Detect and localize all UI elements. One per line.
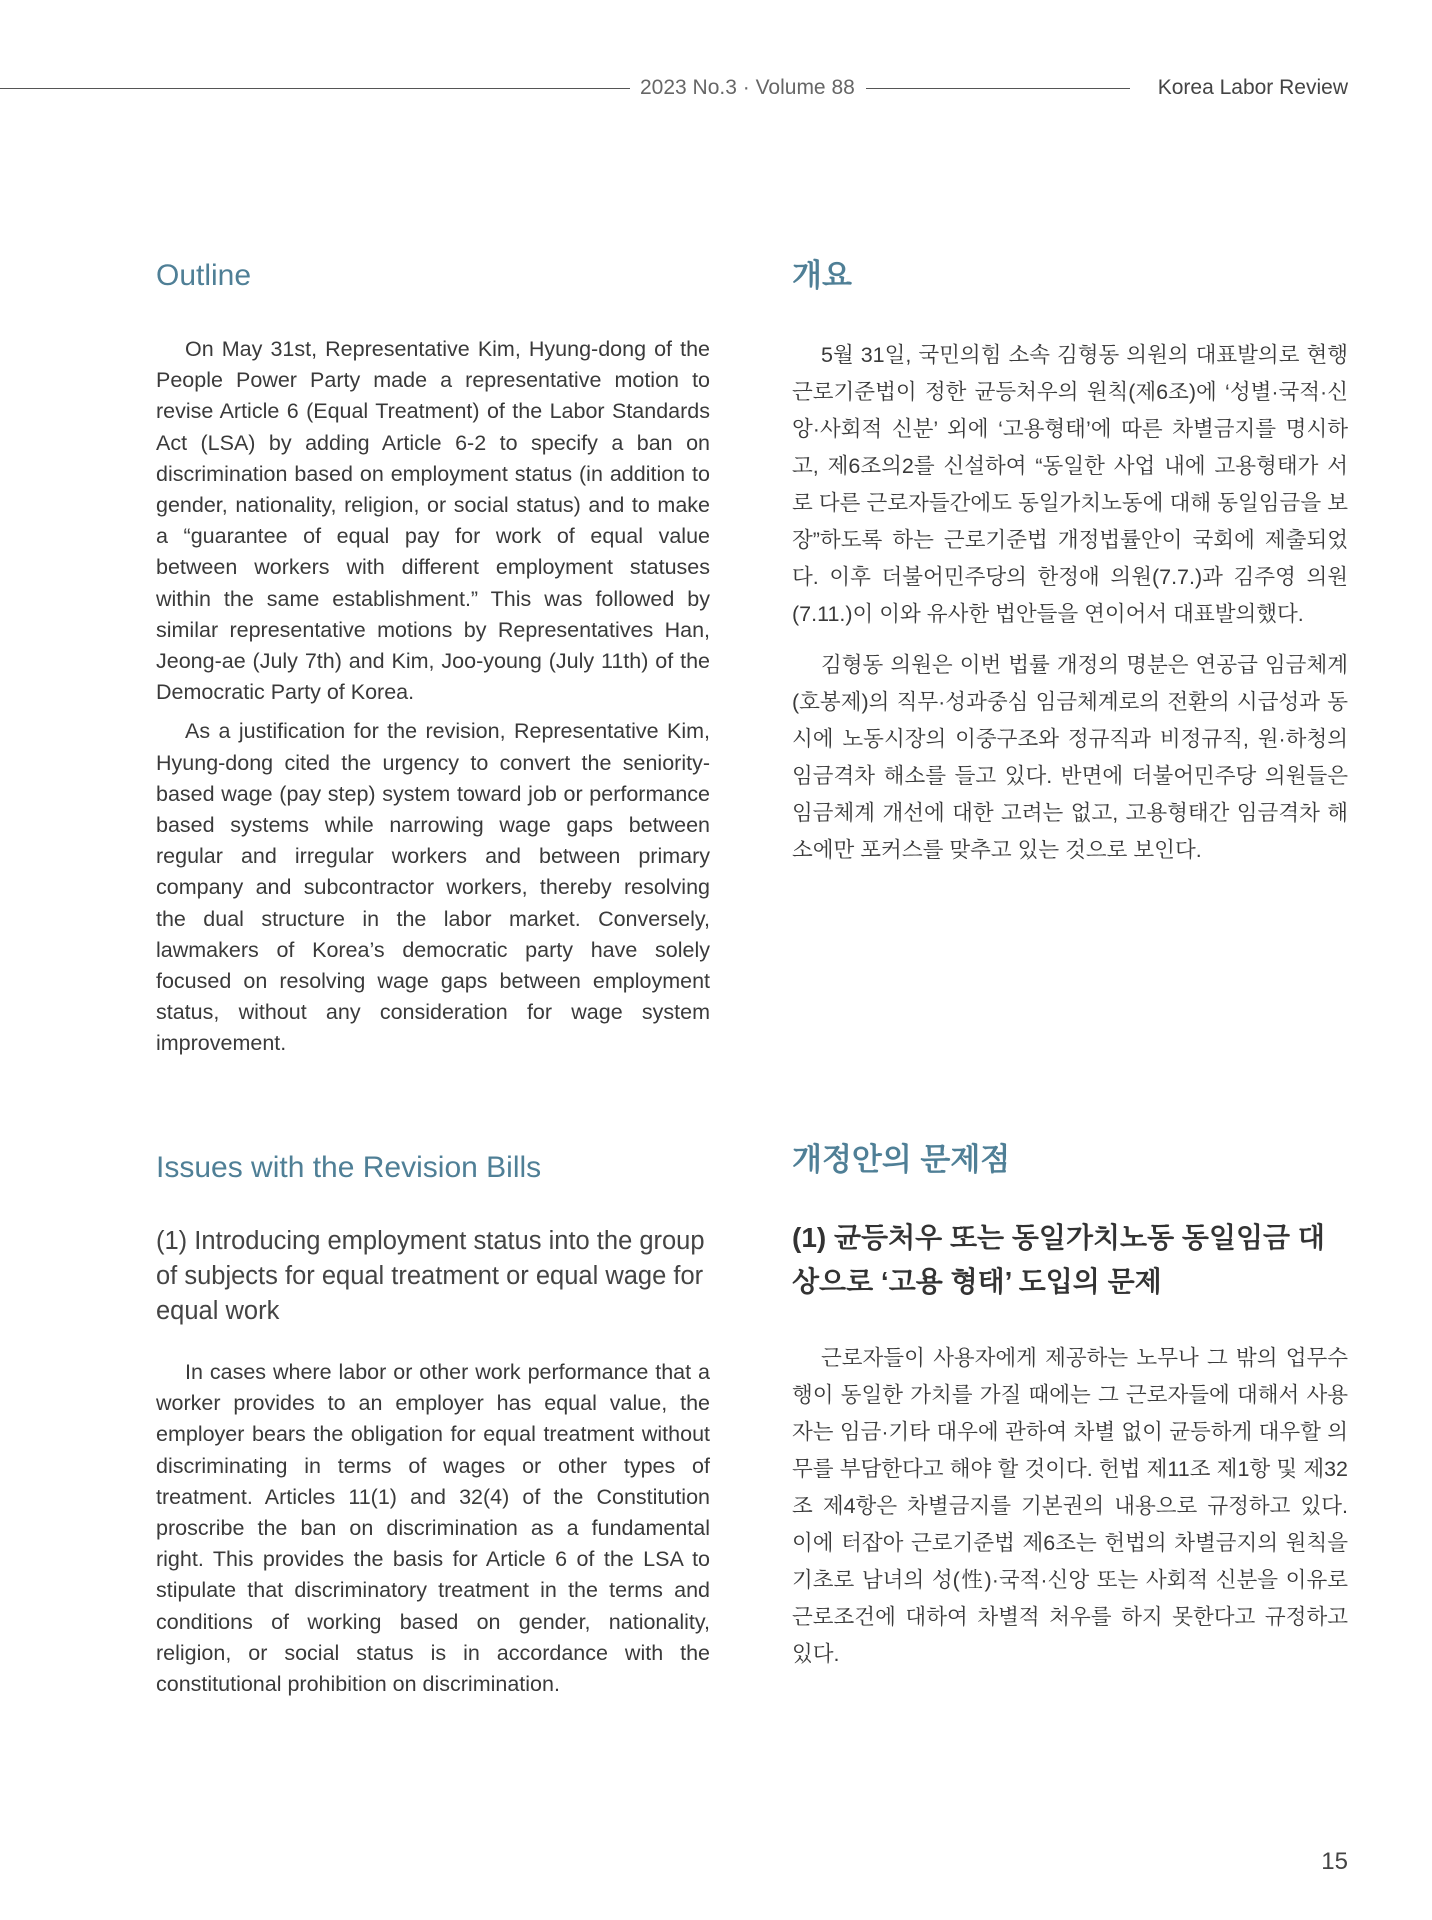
issues-subheading-ko: (1) 균등처우 또는 동일가치노동 동일임금 대상으로 ‘고용 형태’ 도입의 문제	[792, 1222, 1325, 1297]
outline-heading-ko: 개요	[792, 258, 852, 293]
outline-paragraph-ko: 김형동 의원은 이번 법률 개정의 명분은 연공급 임금체계(호봉제)의 직무·성과중심 임금체계로의 전환의 시급성과 동시에 노동시장의 이중구조와 정규직과 비정규직, 원·하청의 임금격차 해소를 들고 있다. 반면에 더불어민주당 의원들은 임금체계 개선에 대한 고려는 없고, 고용형태간 임금격차 해소에만 포커스를 맞추고 있는 것으로 보인다.	[792, 653, 1348, 862]
issues-subheading-en: (1) Introducing employment status into the group of subjects for equal treatment or equal wage for equal work	[156, 1227, 705, 1325]
journal-name: Korea Labor Review	[1157, 76, 1348, 99]
header-rule-middle	[866, 88, 1130, 89]
issues-heading-en: Issues with the Revision Bills	[156, 1151, 542, 1184]
issues-heading-ko: 개정안의 문제점	[792, 1142, 1011, 1177]
outline-korean-column	[792, 256, 1348, 883]
issues-paragraph-ko: 근로자들이 사용자에게 제공하는 노무나 그 밖의 업무수행이 동일한 가치를 가질 때에는 그 근로자들에 대해서 사용자는 임금·기타 대우에 관하여 차별 없이 균등하게 대우할 의무를 부담한다고 해야 할 것이다. 헌법 제11조 제1항 및 제32조 제4항은 차별금지를 기본권의 내용으로 규정하고 있다. 이에 터잡아 근로기준법 제6조는 헌법의 차별금지의 원칙을 기초로 남녀의 성(性)·국적·신앙 또는 사회적 신분을 이유로 근로조건에 대하여 차별적 처우를 하지 못한다고 규정하고 있다.	[792, 1346, 1348, 1666]
header-rule-left	[0, 88, 630, 89]
issues-english-column	[156, 1148, 710, 1708]
issues-korean-column	[792, 1140, 1348, 1687]
outline-paragraph-en: On May 31st, Representative Kim, Hyung-dong of the People Power Party made a representative motion to revise Article 6 (Equal Treatment) of the Labor Standards Act (LSA) by adding Article 6-2 to specify a ban on discrimination based on employment status (in addition to gender, nationality, religion, or social status) and to make a “guarantee of equal pay for work of equal value between workers with different employment statuses within the same establishment.” This was followed by similar representative motions by Representatives Han, Jeong-ae (July 7th) and Kim, Joo-young (July 11th) of the Democratic Party of Korea.	[156, 337, 710, 705]
issues-paragraph-en: In cases where labor or other work performance that a worker provides to an employer has equal value, the employer bears the obligation for equal treatment without discriminating in terms of wages or other types of treatment. Articles 11(1) and 32(4) of the Constitution proscribe the ban on discrimination as a fundamental right. This provides the basis for Article 6 of the LSA to stipulate that discriminatory treatment in the terms and conditions of working based on gender, nationality, religion, or social status is in accordance with the constitutional prohibition on discrimination.	[156, 1360, 710, 1697]
page-number: 15	[1321, 1848, 1348, 1875]
outline-paragraph-en: As a justification for the revision, Representative Kim, Hyung-dong cited the urgency to convert the seniority-based wage (pay step) system toward job or performance based systems while narrowing wage gaps between regular and irregular workers and between primary company and subcontractor workers, thereby resolving the dual structure in the labor market. Conversely, lawmakers of Korea’s democratic party have solely focused on resolving wage gaps between employment status, without any consideration for wage system improvement.	[156, 719, 710, 1056]
issue-label: 2023 No.3 · Volume 88	[640, 76, 855, 99]
outline-paragraph-ko: 5월 31일, 국민의힘 소속 김형동 의원의 대표발의로 현행 근로기준법이 정한 균등처우의 원칙(제6조)에 ‘성별·국적·신앙·사회적 신분’ 외에 ‘고용형태’에 따른 차별금지를 명시하고, 제6조의2를 신설하여 “동일한 사업 내에 고용형태가 서로 다른 근로자들간에도 동일가치노동에 대해 동일임금을 보장”하도록 하는 근로기준법 개정법률안이 국회에 제출되었다. 이후 더불어민주당의 한정애 의원(7.7.)과 김주영 의원(7.11.)이 이와 유사한 법안들을 연이어서 대표발의했다.	[792, 343, 1348, 626]
outline-heading-en: Outline	[156, 259, 252, 292]
outline-english-column	[156, 256, 710, 1068]
running-header	[0, 74, 1348, 104]
